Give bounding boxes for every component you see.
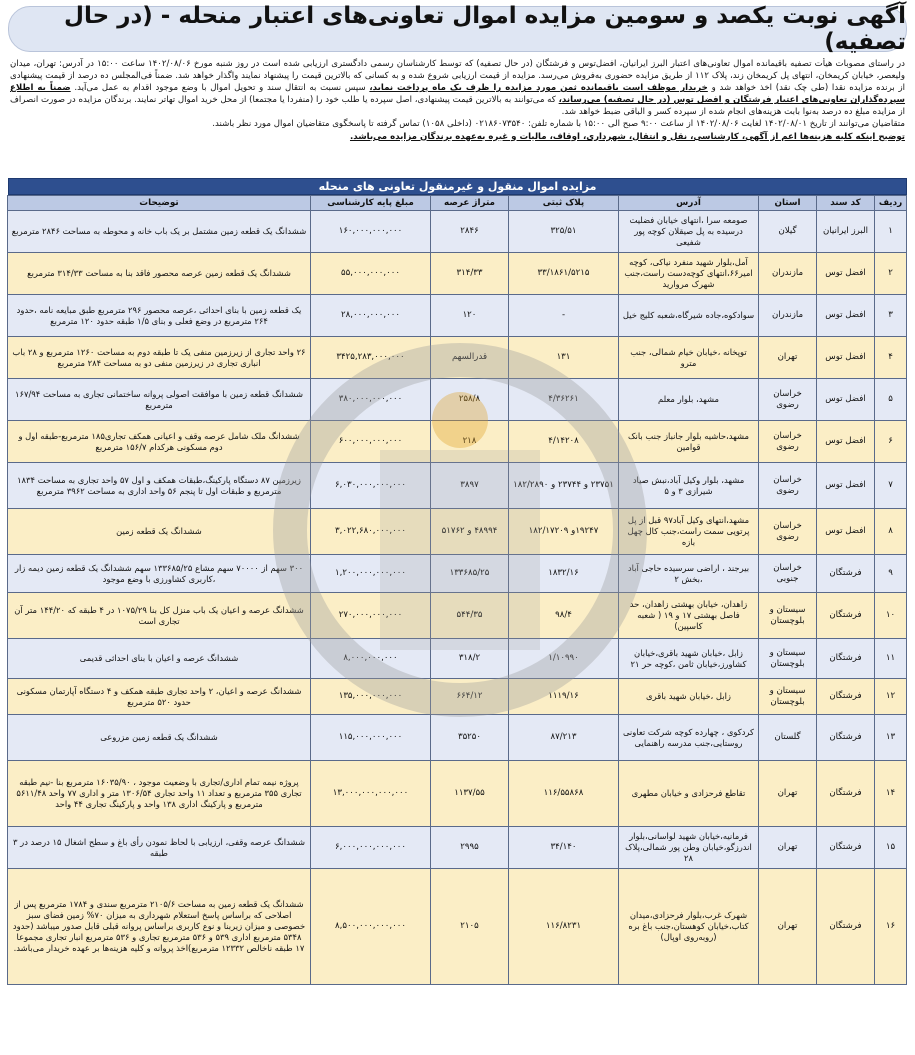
area-cell: ۲۹۹۵ (431, 827, 509, 869)
registry-plate-cell: ۴/۳۶۲۶۱ (509, 379, 619, 421)
row-number-cell: ۱۱ (875, 639, 907, 679)
province-cell: تهران (759, 869, 817, 985)
base-price-cell: ۱,۲۰۰,۰۰۰,۰۰۰,۰۰۰ (311, 555, 431, 593)
description-cell: ششدانگ عرصه وقفی، ارزیابی با لحاظ نمودن رأی باغ و سطح اشغال ۱۵ درصد در ۳ طبقه (8, 827, 311, 869)
column-header: توضیحات (8, 196, 311, 211)
address-cell: بیرجند ، اراضی سرسیده حاجی آباد ،بخش ۲ (619, 555, 759, 593)
doc-code-cell: فرشتگان (817, 761, 875, 827)
address-cell: صومعه سرا ،انتهای خیابان فضلیت درسیده به پل صیقلان کوچه پور شفیعی (619, 211, 759, 253)
registry-plate-cell: ۱/۱۰۹۹۰ (509, 639, 619, 679)
province-cell: خراسان رضوی (759, 421, 817, 463)
row-number-cell: ۹ (875, 555, 907, 593)
base-price-cell: ۶,۰۰۰,۰۰۰,۰۰۰,۰۰۰ (311, 827, 431, 869)
base-price-cell: ۶۰۰,۰۰۰,۰۰۰,۰۰۰ (311, 421, 431, 463)
registry-plate-cell: ۳۳/۱۸۶۱/۵۲۱۵ (509, 253, 619, 295)
table-body (8, 211, 907, 985)
province-cell: خراسان رضوی (759, 379, 817, 421)
registry-plate-cell: ۲۳۷۵۱ و ۲۳۷۴۴ و ۱۸۲/۲۸۹۰ (509, 463, 619, 509)
province-cell: سیستان و بلوچستان (759, 593, 817, 639)
description-cell: ششدانگ عرصه و اعیان، ۲ واحد تجاری طبقه همکف و ۴ دستگاه آپارتمان مسکونی حدود ۵۲۰ مترمربع (8, 679, 311, 715)
column-header: ردیف (875, 196, 907, 211)
title-banner (8, 3, 907, 55)
doc-code-cell: افضل توس (817, 253, 875, 295)
base-price-cell: ۳۸۰,۰۰۰,۰۰۰,۰۰۰ (311, 379, 431, 421)
doc-code-cell: فرشتگان (817, 593, 875, 639)
column-header: متراژ عرصه (431, 196, 509, 211)
doc-code-cell: افضل توس (817, 421, 875, 463)
description-cell: ششدانگ قطعه زمین با موافقت اصولی پروانه ساختمانی تجاری به مساحت ۱۶۷/۹۴ مترمربع (8, 379, 311, 421)
registry-plate-cell: ۳۲۵/۵۱ (509, 211, 619, 253)
doc-code-cell: افضل توس (817, 337, 875, 379)
base-price-cell: ۲۸,۰۰۰,۰۰۰,۰۰۰ (311, 295, 431, 337)
description-cell: ۳۰۰ سهم از ۷۰۰۰۰ سهم مشاع ۱۳۳۶۸۵/۲۵ سهم ششدانگ یک قطعه زمین دیمه زار ،کاربری کشاورزی با وضع موجود (8, 555, 311, 593)
area-cell: ۳۱۴/۳۳ (431, 253, 509, 295)
row-number-cell: ۱۲ (875, 679, 907, 715)
intro-paragraph-1-end: سپس نسبت به انتقال سند و تحویل اموال با وضع موجود اقدام به عمل می‌آید. (74, 83, 366, 94)
column-header: آدرس (619, 196, 759, 211)
row-number-cell: ۱۴ (875, 761, 907, 827)
intro-bold-2: ضمناً به اطلاع سپرده‌گذاران تعاونی‌های اعتبار فرشتگان و افضل توس (در حال تصفیه) می‌رساند، (10, 83, 906, 106)
row-number-cell: ۲ (875, 253, 907, 295)
intro-paragraph-1: در راستای مصوبات هیأت تصفیه باقیمانده اموال تعاونی‌های اعتبار البرز ایرانیان، افضل‌توس و فرشتگان (در حال تصفیه) که توسط کارشناسان رسمی دادگستری ارزیابی شده است در روز شنبه مورخ ۱۴۰۲/۰۸/۰۶ ساعت ۱۵:۰۰ در آدرس: تهران، میدان ولیعصر، خیابان کریمخان، انتهای پل کریمخان زند، پلاک ۱۱۲ از طریق مزایده حضوری به‌فروش می‌رسد. مزایده از قیمت ارزیابی شروع شده و به کسانی که بالاترین قیمت را پیشنهاد نمایند واگذار خواهد شد. ضمناً فی‌المجلس ده درصد از قیمت پیشنهادی از برنده مزایده نقدا (طی چک نقد) اخذ خواهد شد و (10, 59, 906, 94)
area-cell: ۳۸۹۷ (431, 463, 509, 509)
doc-code-cell: فرشتگان (817, 639, 875, 679)
area-cell: ۱۲۰ (431, 295, 509, 337)
intro-paragraph-4: توضیح اینکه کلیه هزینه‌ها اعم از آگهی، کارشناسی، نقل و انتقال، شهرداری، اوقاف، مالیات و غیره به‌عهده برندگان مزایده می‌باشد. (349, 131, 905, 142)
province-cell: گلستان (759, 715, 817, 761)
province-cell: مازندران (759, 253, 817, 295)
table-row (8, 463, 907, 509)
province-cell: تهران (759, 827, 817, 869)
registry-plate-cell: - (509, 295, 619, 337)
address-cell: شهرک غرب،بلوار فرحزادی،میدان کتاب،خیابان کوهستان،جنب باغ بره (روبه‌روی اوپال) (619, 869, 759, 985)
area-cell: ۲۱۸ (431, 421, 509, 463)
province-cell: خراسان جنوبی (759, 555, 817, 593)
description-cell: ۲۶ واحد تجاری از زیرزمین منفی یک تا طبقه دوم به مساحت ۱۲۶۰ مترمربع و ۲۸ باب انباری تجاری در زیرزمین منفی دو به مساحت ۲۸۴ مترمربع (8, 337, 311, 379)
doc-code-cell: فرشتگان (817, 679, 875, 715)
base-price-cell: ۳,۰۲۲,۶۸۰,۰۰۰,۰۰۰ (311, 509, 431, 555)
table-row (8, 827, 907, 869)
province-cell: سیستان و بلوچستان (759, 679, 817, 715)
row-number-cell: ۱۶ (875, 869, 907, 985)
address-cell: زاهدان، خیابان بهشتی زاهدان، حد فاصل بهشتی ۱۷ و ۱۹ ( شعبه کاسپین) (619, 593, 759, 639)
area-cell: ۱۳۳۶۸۵/۲۵ (431, 555, 509, 593)
base-price-cell: ۱۱۵,۰۰۰,۰۰۰,۰۰۰ (311, 715, 431, 761)
description-cell: ششدانگ یک قطعه زمین (8, 509, 311, 555)
base-price-cell: ۲۷۰,۰۰۰,۰۰۰,۰۰۰ (311, 593, 431, 639)
doc-code-cell: افضل توس (817, 295, 875, 337)
province-cell: گیلان (759, 211, 817, 253)
description-cell: ششدانگ عرصه و اعیان یک باب منزل کل بنا ۱۰۷۵/۲۹ در ۴ طبقه که ۱۴۴/۲۰ متر آن تجاری است (8, 593, 311, 639)
registry-plate-cell: ۱۱۱۹/۱۶ (509, 679, 619, 715)
address-cell: توپخانه ،خیابان خیام شمالی، جنب مترو (619, 337, 759, 379)
table-row (8, 715, 907, 761)
table-row (8, 639, 907, 679)
province-cell: تهران (759, 761, 817, 827)
address-cell: مشهد، بلوار معلم (619, 379, 759, 421)
table-row (8, 761, 907, 827)
description-cell: زیرزمین ۸۷ دستگاه پارکینگ،طبقات همکف و اول ۵۷ واحد تجاری به مساحت ۱۸۳۴ مترمربع و طبقات اول تا پنجم ۵۶ واحد اداری به مساحت ۳۹۶۲ مترمربع (8, 463, 311, 509)
table-row (8, 253, 907, 295)
intro-bold-1: خریدار موظف است باقیمانده ثمن مورد مزایده را ظرف یک ماه پرداخت نماید، (369, 83, 708, 94)
description-cell: یک قطعه زمین با بنای احداثی ،عرصه محصور ۲۹۶ مترمربع طبق مبایعه نامه ،حدود ۲۶۴ مترمربع در وضع فعلی و بنای ۱/۵ طبقه حدود ۱۲۰ مترمربع (8, 295, 311, 337)
address-cell: آمل،بلوار شهید منفرد نیاکی، کوچه امیر۶۶،انتهای کوچه‌دست راست،جنب شهرک مروارید (619, 253, 759, 295)
row-number-cell: ۵ (875, 379, 907, 421)
address-cell: مشهد،حاشیه بلوار جانباز جنب بانک قوامین (619, 421, 759, 463)
table-row (8, 295, 907, 337)
table-row (8, 379, 907, 421)
page-title: آگهی نوبت یکصد و سومین مزایده اموال تعاونی‌های اعتبار منحله - (در حال تصفیه) (64, 3, 906, 55)
area-cell: ۶۶۴/۱۲ (431, 679, 509, 715)
base-price-cell: ۵۵,۰۰۰,۰۰۰,۰۰۰ (311, 253, 431, 295)
row-number-cell: ۱۳ (875, 715, 907, 761)
registry-plate-cell: ۱۳۱ (509, 337, 619, 379)
doc-code-cell: فرشتگان (817, 555, 875, 593)
table-row (8, 555, 907, 593)
registry-plate-cell: ۹۸/۴ (509, 593, 619, 639)
column-header: مبلغ پایه کارشناسی (311, 196, 431, 211)
doc-code-cell: فرشتگان (817, 827, 875, 869)
description-cell: پروژه نیمه تمام اداری/تجاری با وضعیت موجود ، ۱۶۰۳۵/۹۰ مترمربع بنا -نیم طبقه تجاری ۳۵۵ مترمربع و تعداد ۱۱ واحد تجاری ۱۳۰۶/۵۴ متر و اداری ۷۷ واحد ۵۶۱۱/۴۸ مترمربع و پارکینگ اداری ۱۳۸ واحد و پارکینگ تجاری ۴۴ واحد (8, 761, 311, 827)
description-cell: ششدانگ ملک شامل عرصه وقف و اعیانی همکف تجاری۱۸۵ مترمربع-طبقه اول و دوم مسکونی هرکدام ۱۵۶/۷ مترمربع (8, 421, 311, 463)
base-price-cell: ۳۴۲۵,۲۸۳,۰۰۰,۰۰۰ (311, 337, 431, 379)
doc-code-cell: فرشتگان (817, 869, 875, 985)
doc-code-cell: افضل توس (817, 463, 875, 509)
row-number-cell: ۱۵ (875, 827, 907, 869)
intro-paragraph-2: که می‌توانند به بالاترین قیمت پیشنهادی، اصل سپرده یا طلب خود را (منفردا یا مجتمعا) از محل خرید اموال تهاتر نمایند. برندگان مزایده در صورت انصراف از مزایده مبلغ ده درصد به‌نوا بابت هزینه‌های انجام شده از سپرده کسر و الباقی ضبط خواهد شد. (10, 95, 905, 118)
column-header: استان (759, 196, 817, 211)
doc-code-cell: البرز ایرانیان (817, 211, 875, 253)
intro-text (8, 58, 907, 176)
area-cell: ۱۱۳۷/۵۵ (431, 761, 509, 827)
registry-plate-cell: ۴/۱۴۲۰۸ (509, 421, 619, 463)
registry-plate-cell: ۸۷/۲۱۳ (509, 715, 619, 761)
area-cell: ۳۱۸/۲ (431, 639, 509, 679)
area-cell: قدرالسهم (431, 337, 509, 379)
description-cell: ششدانگ یک قطعه زمین مشتمل بر یک باب خانه و محوطه به مساحت ۲۸۴۶ مترمربع (8, 211, 311, 253)
address-cell: تقاطع فرحزادی و خیابان مطهری (619, 761, 759, 827)
registry-plate-cell: ۱۱۶/۵۵۸۶۸ (509, 761, 619, 827)
base-price-cell: ۱۶۰,۰۰۰,۰۰۰,۰۰۰ (311, 211, 431, 253)
column-header: کد سند (817, 196, 875, 211)
row-number-cell: ۴ (875, 337, 907, 379)
table-header-row (8, 196, 907, 211)
table-row (8, 509, 907, 555)
base-price-cell: ۶,۰۳۰,۰۰۰,۰۰۰,۰۰۰ (311, 463, 431, 509)
area-cell: ۲۱۰۵ (431, 869, 509, 985)
table-row (8, 421, 907, 463)
address-cell: مشهد،انتهای وکیل آباد۹۷ قبل از پل پرتویی سمت راست،جنب کال چهل بازه (619, 509, 759, 555)
address-cell: زابل ،خیابان شهید باقری (619, 679, 759, 715)
registry-plate-cell: ۱۸۳۲/۱۶ (509, 555, 619, 593)
province-cell: خراسان رضوی (759, 463, 817, 509)
description-cell: ششدانگ عرصه و اعیان با بنای احداثی قدیمی (8, 639, 311, 679)
address-cell: مشهد، بلوار وکیل آباد،نبش صیاد شیرازی ۳ و ۵ (619, 463, 759, 509)
row-number-cell: ۶ (875, 421, 907, 463)
row-number-cell: ۸ (875, 509, 907, 555)
area-cell: ۲۸۴۶ (431, 211, 509, 253)
row-number-cell: ۷ (875, 463, 907, 509)
doc-code-cell: افضل توس (817, 509, 875, 555)
province-cell: مازندران (759, 295, 817, 337)
address-cell: فرمانیه،خیابان شهید لواسانی،بلوار اندرزگو،خیابان وطن پور شمالی،پلاک ۲۸ (619, 827, 759, 869)
province-cell: سیستان و بلوچستان (759, 639, 817, 679)
province-cell: تهران (759, 337, 817, 379)
column-header: پلاک ثبتی (509, 196, 619, 211)
description-cell: ششدانگ یک قطعه زمین مزروعی (8, 715, 311, 761)
row-number-cell: ۱۰ (875, 593, 907, 639)
table-title: مزایده اموال منقول و غیرمنقول تعاونی های منحله (8, 178, 907, 195)
registry-plate-cell: ۳۴/۱۴۰ (509, 827, 619, 869)
description-cell: ششدانگ یک قطعه زمین عرصه محصور فاقد بنا به مساحت ۳۱۴/۳۳ مترمربع (8, 253, 311, 295)
base-price-cell: ۸,۰۰۰,۰۰۰,۰۰۰ (311, 639, 431, 679)
intro-paragraph-3: متقاضیان می‌توانند از تاریخ ۱۴۰۲/۰۸/۰۱ لغایت ۱۴۰۲/۰۸/۰۶ از ساعت ۹:۰۰ صبح الی ۱۵:۰۰ با شماره تلفن: ۰۲۱۸۶۰۷۳۵۴۰ (داخلی ۱۰۵۸) تماس گرفته تا پاسخگوی متقاضیان اموال مورد نظر باشند. (212, 119, 905, 130)
area-cell: ۵۴۴/۳۵ (431, 593, 509, 639)
table-row (8, 211, 907, 253)
registry-plate-cell: ۱۹۲۴۷و ۱۸۲/۱۷۲۰۹ (509, 509, 619, 555)
doc-code-cell: فرشتگان (817, 715, 875, 761)
table-row (8, 679, 907, 715)
address-cell: سوادکوه،جاده شیرگاه،شعبه کلیج خیل (619, 295, 759, 337)
area-cell: ۴۸۹۹۴ و ۵۱۷۶۲ (431, 509, 509, 555)
area-cell: ۲۵۸/۸ (431, 379, 509, 421)
province-cell: خراسان رضوی (759, 509, 817, 555)
description-cell: ششدانگ یک قطعه زمین به مساحت ۲۱۰۵/۶ مترمربع سندی و ۱۷۸۴ مترمربع پس از اصلاحی که براساس پاسخ استعلام شهرداری به میزان ۷۰% زمین فضای سبز خصوصی و میزان زیربنا و نوع کاربری براساس پروانه قبلی قابل صدور میباشد (حدود ۵۳۴۸ مترمربع اداری ۵۳۹ و ۵۳۶ مترمربع تجاری و ۵۳۶ مترمربع انبار تجاری مجموعا ۱۷ طبقه ناخالص ۱۲۳۳۲ مترمربع)اخذ پروانه و کلیه هزینه‌ها بر عهده خریدار می‌باشد. (8, 869, 311, 985)
area-cell: ۳۵۲۵۰ (431, 715, 509, 761)
base-price-cell: ۸,۵۰۰,۰۰۰,۰۰۰,۰۰۰ (311, 869, 431, 985)
row-number-cell: ۳ (875, 295, 907, 337)
address-cell: کردکوی ، چهارده کوچه شرکت تعاونی روستایی،جنب مدرسه راهنمایی (619, 715, 759, 761)
base-price-cell: ۱۳۵,۰۰۰,۰۰۰,۰۰۰ (311, 679, 431, 715)
doc-code-cell: افضل توس (817, 379, 875, 421)
table-row (8, 869, 907, 985)
address-cell: زابل ،خیابان شهید باقری،خیابان کشاورز،خیابان ثامن ،کوچه حر ۲۱ (619, 639, 759, 679)
base-price-cell: ۱۳,۰۰۰,۰۰۰,۰۰۰,۰۰۰ (311, 761, 431, 827)
registry-plate-cell: ۱۱۶/۸۲۳۱ (509, 869, 619, 985)
table-row (8, 337, 907, 379)
row-number-cell: ۱ (875, 211, 907, 253)
auction-table (7, 195, 907, 985)
table-row (8, 593, 907, 639)
